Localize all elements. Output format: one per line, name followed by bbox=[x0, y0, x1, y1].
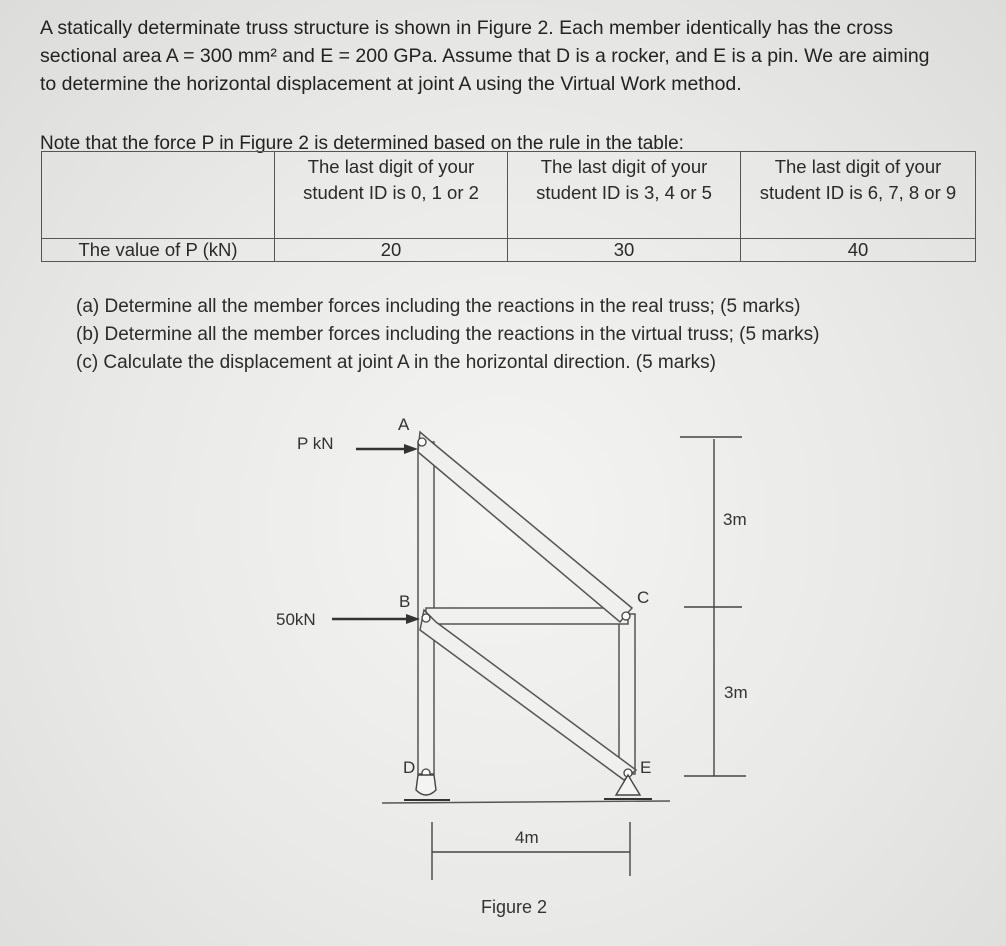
pin-c bbox=[622, 612, 630, 620]
table-header-empty bbox=[42, 152, 275, 239]
intro-line-1: A statically determinate truss structure is shown in Figure 2. Each member identically has the cross bbox=[40, 17, 893, 39]
member-be bbox=[420, 610, 636, 780]
table-header-digits-345: The last digit of your student ID is 3, 4 or 5 bbox=[508, 152, 741, 239]
member-bc bbox=[426, 608, 628, 624]
question-c: (c) Calculate the displacement at joint A in the horizontal direction. (5 marks) bbox=[76, 352, 716, 373]
load-arrow-50kn bbox=[332, 614, 420, 624]
question-a: (a) Determine all the member forces including the reactions in the real truss; (5 marks) bbox=[76, 296, 801, 317]
label-dim-width: 4m bbox=[515, 828, 539, 847]
intro-line-2: sectional area A = 300 mm² and E = 200 GPa. Assume that D is a rocker, and E is a pin. We are aiming bbox=[40, 45, 930, 67]
table-value-row bbox=[42, 239, 976, 262]
load-arrow-p bbox=[356, 444, 418, 454]
pin-support-e bbox=[604, 775, 652, 799]
truss-members bbox=[418, 432, 636, 780]
label-joint-a: A bbox=[398, 415, 410, 434]
table-note: Note that the force P in Figure 2 is determined based on the rule in the table: bbox=[40, 133, 684, 154]
table-value-30: 30 bbox=[508, 239, 741, 262]
force-rule-table bbox=[41, 151, 976, 262]
intro-line-3: to determine the horizontal displacement at joint A using the Virtual Work method. bbox=[40, 73, 742, 95]
table-value-20: 20 bbox=[275, 239, 508, 262]
ground-line bbox=[382, 801, 670, 803]
table-header-digits-012: The last digit of your student ID is 0, 1 or 2 bbox=[275, 152, 508, 239]
question-list bbox=[76, 293, 956, 377]
table-row-label: The value of P (kN) bbox=[42, 239, 275, 262]
label-p-load: P kN bbox=[297, 434, 334, 453]
figure-caption: Figure 2 bbox=[481, 897, 548, 917]
vertical-dimension bbox=[680, 437, 746, 776]
pin-a bbox=[418, 438, 426, 446]
table-header-digits-6789: The last digit of your student ID is 6, 7, 8 or 9 bbox=[741, 152, 976, 239]
label-dim-upper: 3m bbox=[723, 510, 747, 529]
question-b: (b) Determine all the member forces including the reactions in the virtual truss; (5 marks) bbox=[76, 324, 820, 345]
problem-statement bbox=[40, 14, 985, 98]
table-value-40: 40 bbox=[741, 239, 976, 262]
member-ac bbox=[418, 432, 632, 622]
label-joint-c: C bbox=[637, 588, 650, 607]
label-dim-lower: 3m bbox=[724, 683, 748, 702]
member-ce bbox=[619, 614, 635, 774]
label-joint-b: B bbox=[399, 592, 411, 611]
table-header-row bbox=[42, 152, 976, 239]
pin-b bbox=[422, 614, 430, 622]
label-50kn-load: 50kN bbox=[276, 610, 316, 629]
rocker-support-d bbox=[404, 775, 450, 800]
label-joint-e: E bbox=[640, 758, 652, 777]
truss-figure bbox=[0, 380, 1006, 946]
label-joint-d: D bbox=[403, 758, 416, 777]
